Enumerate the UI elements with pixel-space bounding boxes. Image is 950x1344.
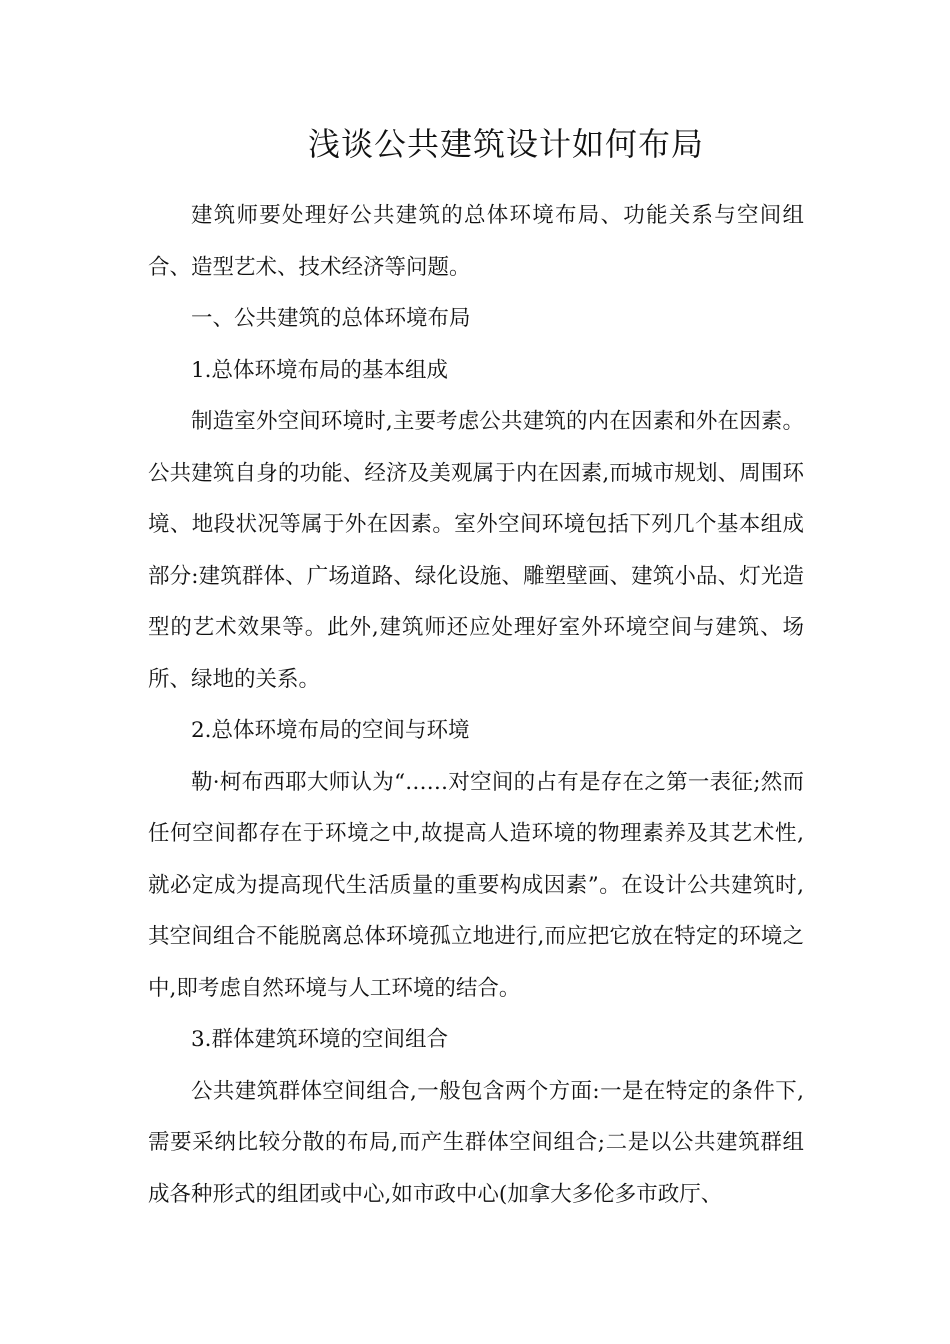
document-title: 浅谈公共建筑设计如何布局 (307, 125, 704, 163)
document-page (148, 0, 804, 1344)
paragraph-space-environment: 勒·柯布西耶大师认为“……对空间的占有是存在之第一表征;然而任何空间都存在于环境之中,故提高人造环境的物理素养及其艺术性,就必定成为提高现代生活质量的重要构成因素”。在设计公共建筑时,其空间组合不能脱离总体环境孤立地进行,而应把它放在特定的环境之中,即考虑自然环境与人工环境的结合。 (148, 769, 804, 1001)
section-heading-1: 一、公共建筑的总体环境布局 (191, 306, 471, 331)
paragraph-intro: 建筑师要处理好公共建筑的总体环境布局、功能关系与空间组合、造型艺术、技术经济等问题。 (148, 203, 804, 280)
document-body (148, 190, 804, 1220)
paragraph-group-composition: 公共建筑群体空间组合,一般包含两个方面:一是在特定的条件下,需要采纳比较分散的布局,而产生群体空间组合;二是以公共建筑群组成各种形式的组团或中心,如市政中心(加拿大多伦多市政厅、 (148, 1078, 804, 1207)
paragraph-basic-composition: 制造室外空间环境时,主要考虑公共建筑的内在因素和外在因素。公共建筑自身的功能、经济及美观属于内在因素,而城市规划、周围环境、地段状况等属于外在因素。室外空间环境包括下列几个基本组成部分:建筑群体、广场道路、绿化设施、雕塑壁画、建筑小品、灯光造型的艺术效果等。此外,建筑师还应处理好室外环境空间与建筑、场所、绿地的关系。 (148, 409, 804, 692)
subsection-heading-1-3: 3.群体建筑环境的空间组合 (191, 1027, 449, 1052)
subsection-heading-1-1: 1.总体环境布局的基本组成 (191, 357, 449, 383)
subsection-heading-1-2: 2.总体环境布局的空间与环境 (191, 718, 470, 743)
